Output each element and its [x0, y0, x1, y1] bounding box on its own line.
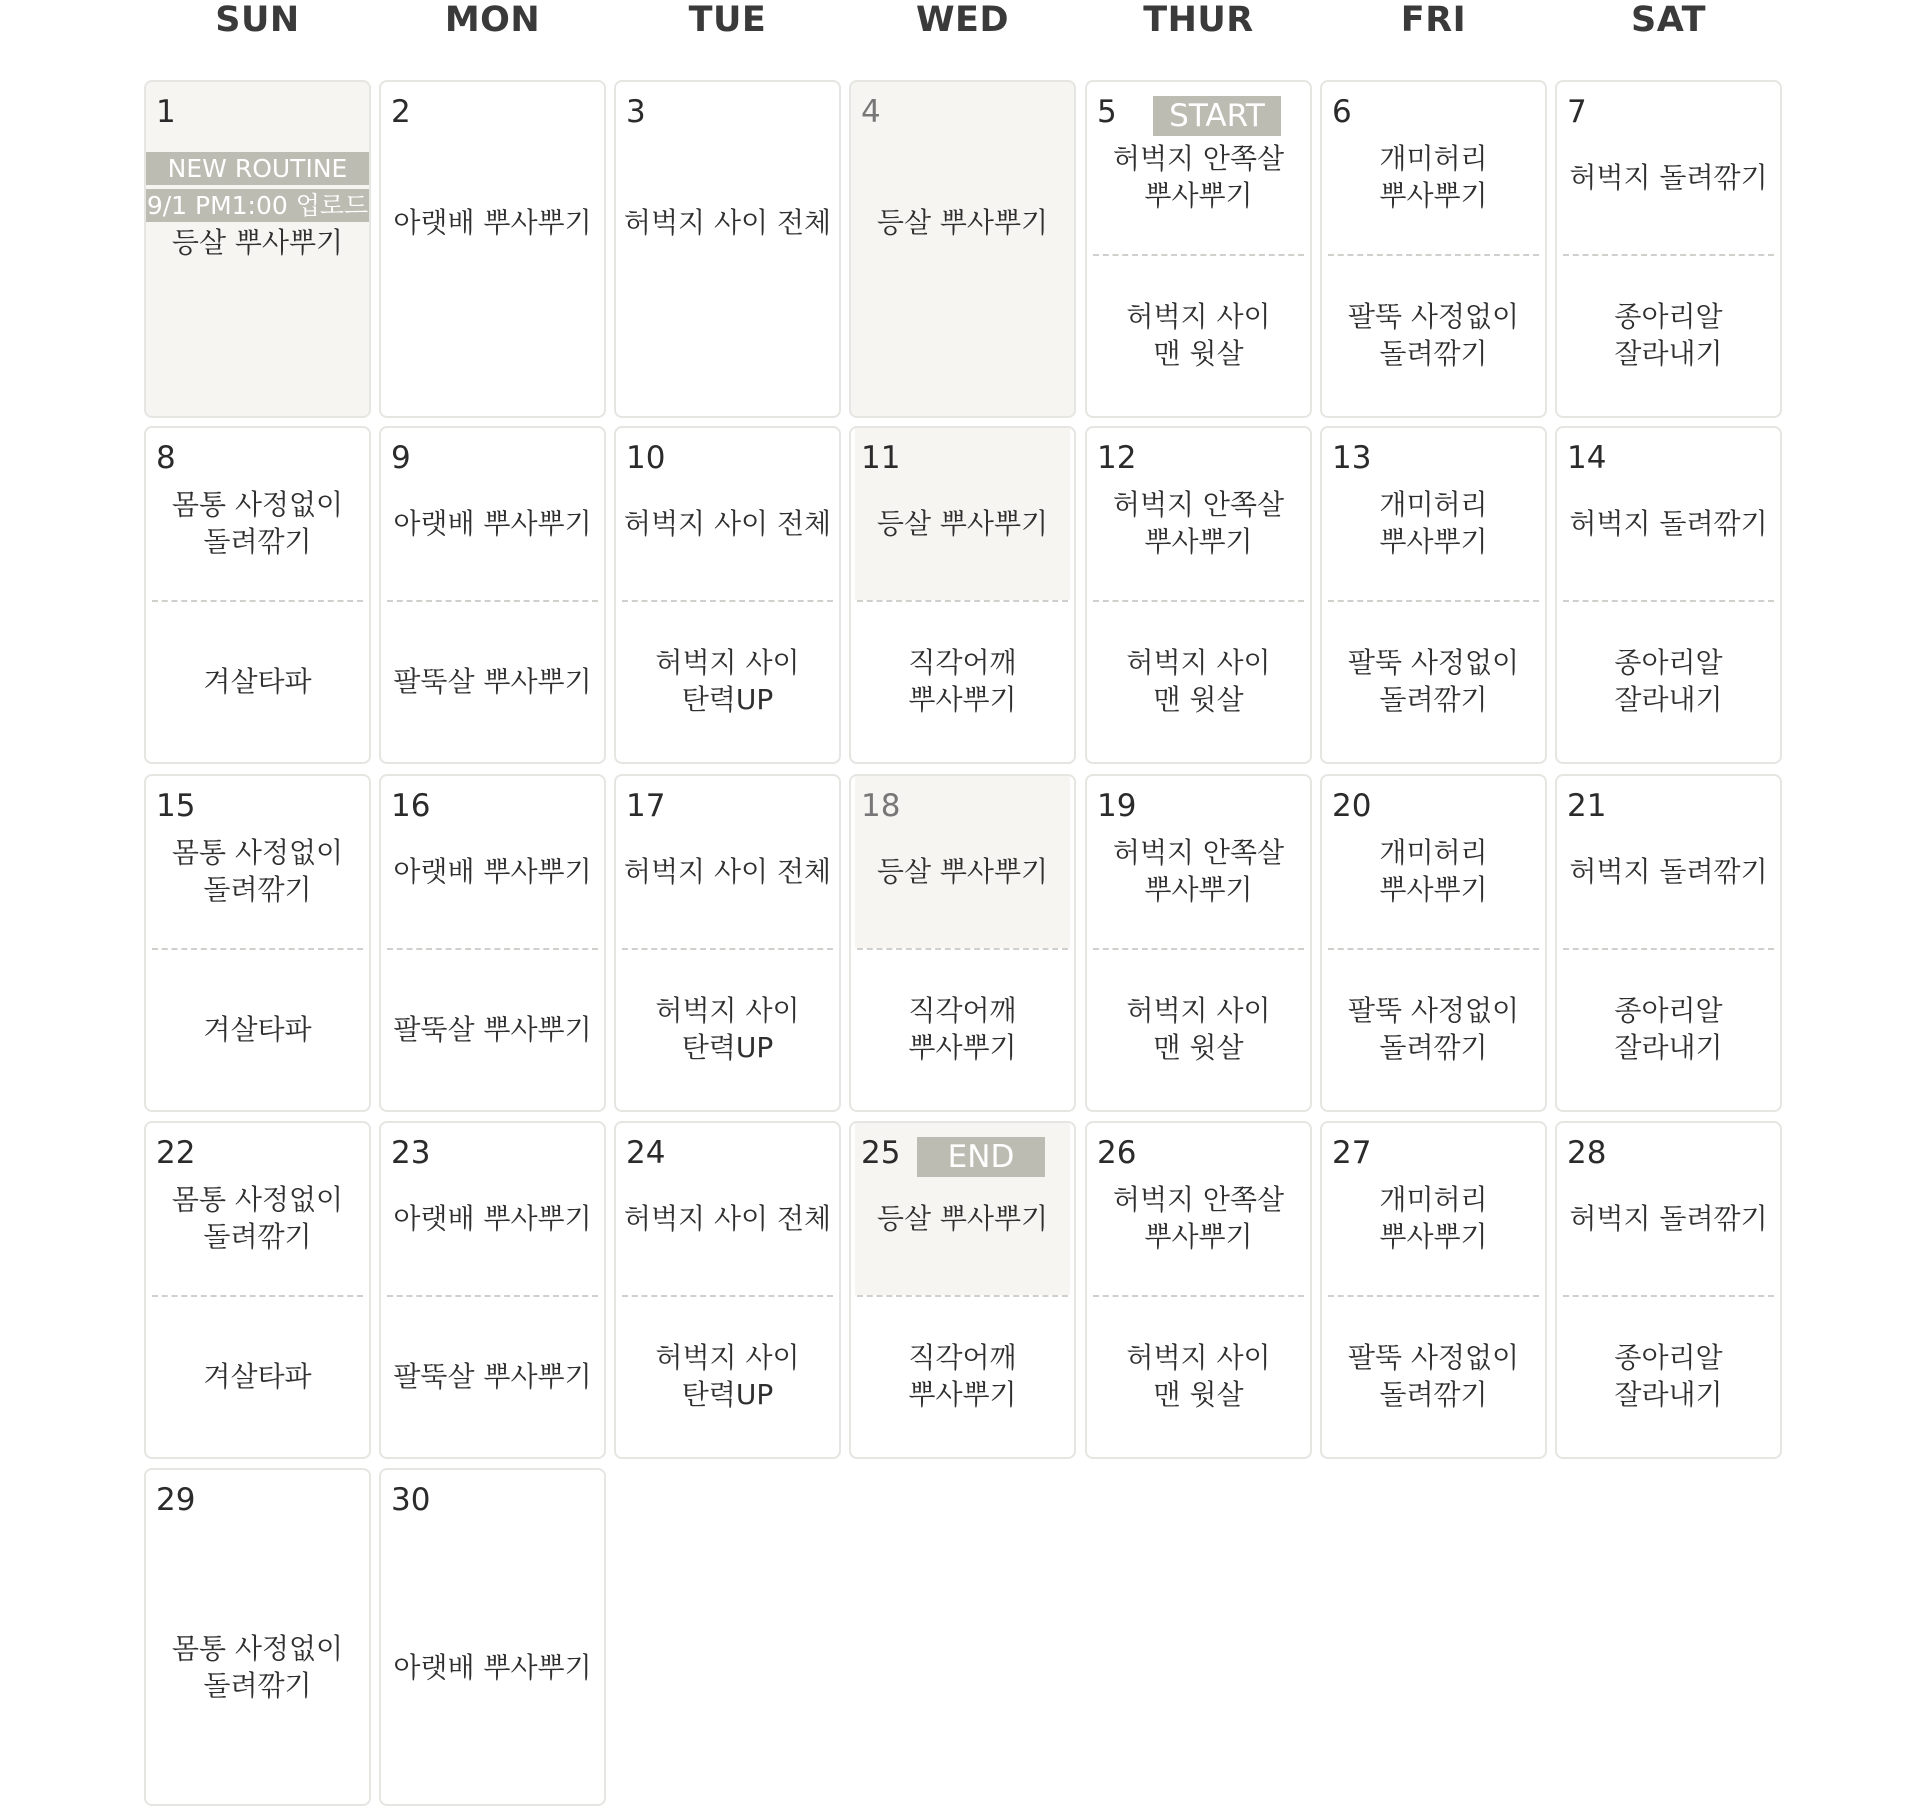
routine-slot-bottom [1326, 948, 1541, 1110]
date-number: 24 [626, 1135, 666, 1171]
routine-slot [385, 1530, 600, 1804]
date-number: 25 [861, 1135, 901, 1171]
routine-slot-bottom [150, 1295, 365, 1457]
routine-label: 종아리알 잘라내기 [1614, 1341, 1723, 1411]
day-cell-4[interactable] [849, 80, 1076, 418]
routine-label: 직각어깨 뿌사뿌기 [908, 646, 1017, 716]
routine-label: 허벅지 사이 탄력UP [655, 1341, 800, 1411]
weekday-mon: MON [444, 0, 541, 40]
routine-slot-bottom [150, 948, 365, 1110]
routine-slot-bottom [620, 1295, 835, 1457]
routine-slot-bottom [385, 948, 600, 1110]
routine-slot-bottom [1326, 1295, 1541, 1457]
routine-slot-bottom [1326, 254, 1541, 416]
routine-slot-bottom [1561, 1295, 1776, 1457]
routine-label: 몸통 사정없이 돌려깎기 [171, 836, 344, 906]
routine-label: 허벅지 돌려깎기 [1569, 160, 1768, 194]
routine-label: 개미허리 뿌사뿌기 [1379, 1183, 1488, 1253]
date-number: 3 [626, 94, 646, 130]
routine-slot [855, 142, 1070, 302]
date-number: 12 [1097, 440, 1137, 476]
date-number: 11 [861, 440, 901, 476]
day-cell-24[interactable] [614, 1121, 841, 1459]
routine-label: 허벅지 돌려깎기 [1569, 854, 1768, 888]
day-cell-11[interactable] [849, 426, 1076, 764]
routine-slot-bottom [620, 948, 835, 1110]
date-number: 10 [626, 440, 666, 476]
date-number: 5 [1097, 94, 1117, 130]
routine-label: 팔뚝살 뿌사뿌기 [393, 1359, 592, 1393]
routine-label: 허벅지 안쪽살 뿌사뿌기 [1112, 1183, 1285, 1253]
routine-label: 등살 뿌사뿌기 [876, 506, 1049, 540]
routine-label: 개미허리 뿌사뿌기 [1379, 836, 1488, 906]
routine-label: 겨살타파 [203, 664, 312, 698]
routine-label: 개미허리 뿌사뿌기 [1379, 142, 1488, 212]
date-number: 9 [391, 440, 411, 476]
routine-label: 직각어깨 뿌사뿌기 [908, 994, 1017, 1064]
routine-label: 종아리알 잘라내기 [1614, 300, 1723, 370]
routine-label: 등살 뿌사뿌기 [876, 1201, 1049, 1235]
routine-label: 팔뚝살 뿌사뿌기 [393, 1012, 592, 1046]
routine-label: 허벅지 사이 전체 [623, 1201, 832, 1235]
routine-slot-bottom [620, 600, 835, 762]
date-number: 18 [861, 788, 901, 824]
day-cell-12[interactable] [1085, 426, 1312, 764]
routine-label: 팔뚝 사정없이 돌려깎기 [1347, 1341, 1520, 1411]
day-cell-30[interactable] [379, 1468, 606, 1806]
day-cell-19[interactable] [1085, 774, 1312, 1112]
routine-label: 아랫배 뿌사뿌기 [393, 1650, 592, 1684]
routine-label: 몸통 사정없이 돌려깎기 [171, 1183, 344, 1253]
routine-label: 허벅지 사이 전체 [623, 506, 832, 540]
routine-label: 허벅지 사이 맨 윗살 [1126, 994, 1271, 1064]
weekday-thur: THUR [1143, 0, 1254, 40]
routine-slot-bottom [150, 600, 365, 762]
routine-label: 종아리알 잘라내기 [1614, 646, 1723, 716]
routine-slot-bottom [1091, 600, 1306, 762]
routine-slot-top [1326, 82, 1541, 254]
day-cell-6[interactable] [1320, 80, 1547, 418]
new-routine-badge: NEW ROUTINE [146, 152, 369, 185]
routine-label: 팔뚝살 뿌사뿌기 [393, 664, 592, 698]
routine-label: 종아리알 잘라내기 [1614, 994, 1723, 1064]
routine-label: 직각어깨 뿌사뿌기 [908, 1341, 1017, 1411]
day-cell-26[interactable] [1085, 1121, 1312, 1459]
routine-label: 허벅지 사이 전체 [623, 854, 832, 888]
date-number: 6 [1332, 94, 1352, 130]
day-cell-2[interactable] [379, 80, 606, 418]
weekday-fri: FRI [1400, 0, 1467, 40]
routine-label: 허벅지 돌려깎기 [1569, 1201, 1768, 1235]
routine-slot [620, 142, 835, 302]
routine-label: 허벅지 돌려깎기 [1569, 506, 1768, 540]
date-number: 22 [156, 1135, 196, 1171]
day-cell-23[interactable] [379, 1121, 606, 1459]
routine-label: 허벅지 사이 맨 윗살 [1126, 646, 1271, 716]
day-cell-25[interactable] [849, 1121, 1076, 1459]
routine-label: 아랫배 뿌사뿌기 [393, 854, 592, 888]
date-number: 28 [1567, 1135, 1607, 1171]
routine-slot-bottom [385, 600, 600, 762]
routine-slot-bottom [385, 1295, 600, 1457]
routine-label: 아랫배 뿌사뿌기 [393, 205, 592, 239]
routine-label: 겨살타파 [203, 1012, 312, 1046]
routine-label: 허벅지 안쪽살 뿌사뿌기 [1112, 836, 1285, 906]
routine-label: 허벅지 사이 맨 윗살 [1126, 1341, 1271, 1411]
routine-label: 팔뚝 사정없이 돌려깎기 [1347, 300, 1520, 370]
routine-slot [385, 142, 600, 302]
routine-slot-bottom [1561, 254, 1776, 416]
routine-slot-top [1561, 82, 1776, 254]
weekday-sun: SUN [215, 0, 300, 40]
day-cell-1[interactable] [144, 80, 371, 418]
date-number: 17 [626, 788, 666, 824]
routine-slot [150, 1530, 365, 1804]
date-number: 21 [1567, 788, 1607, 824]
routine-label: 아랫배 뿌사뿌기 [393, 506, 592, 540]
routine-slot-top [150, 428, 365, 600]
day-cell-22[interactable] [144, 1121, 371, 1459]
routine-label: 등살 뿌사뿌기 [171, 225, 344, 259]
routine-slot-bottom [1561, 600, 1776, 762]
day-cell-17[interactable] [614, 774, 841, 1112]
routine-label: 허벅지 사이 전체 [623, 205, 832, 239]
date-number: 20 [1332, 788, 1372, 824]
day-cell-14[interactable] [1555, 426, 1782, 764]
routine-label: 허벅지 안쪽살 뿌사뿌기 [1112, 142, 1285, 212]
routine-slot-bottom [1091, 1295, 1306, 1457]
routine-slot-bottom [1561, 948, 1776, 1110]
day-cell-7[interactable] [1555, 80, 1782, 418]
day-cell-15[interactable] [144, 774, 371, 1112]
routine-slot-bottom [1091, 254, 1306, 416]
routine-slot-bottom [855, 1295, 1070, 1457]
routine-label: 팔뚝 사정없이 돌려깎기 [1347, 994, 1520, 1064]
day-cell-20[interactable] [1320, 774, 1547, 1112]
date-number: 4 [861, 94, 881, 130]
date-number: 23 [391, 1135, 431, 1171]
day-cell-28[interactable] [1555, 1121, 1782, 1459]
weekday-sat: SAT [1631, 0, 1706, 40]
date-number: 15 [156, 788, 196, 824]
date-number: 19 [1097, 788, 1137, 824]
day-cell-29[interactable] [144, 1468, 371, 1806]
date-number: 2 [391, 94, 411, 130]
weekday-wed: WED [915, 0, 1010, 40]
routine-label: 몸통 사정없이 돌려깎기 [171, 488, 344, 558]
day-cell-5[interactable] [1085, 80, 1312, 418]
day-cell-21[interactable] [1555, 774, 1782, 1112]
day-cell-13[interactable] [1320, 426, 1547, 764]
day-cell-3[interactable] [614, 80, 841, 418]
routine-label: 허벅지 사이 탄력UP [655, 646, 800, 716]
routine-label: 개미허리 뿌사뿌기 [1379, 488, 1488, 558]
day-cell-10[interactable] [614, 426, 841, 764]
date-number: 16 [391, 788, 431, 824]
date-number: 1 [156, 94, 176, 130]
day-cell-8[interactable] [144, 426, 371, 764]
routine-label: 허벅지 사이 맨 윗살 [1126, 300, 1271, 370]
routine-slot-bottom [1326, 600, 1541, 762]
routine-slot-bottom [855, 948, 1070, 1110]
routine-label: 팔뚝 사정없이 돌려깎기 [1347, 646, 1520, 716]
weekday-tue: TUE [688, 0, 767, 40]
routine-label: 허벅지 안쪽살 뿌사뿌기 [1112, 488, 1285, 558]
end-badge: END [917, 1137, 1045, 1177]
routine-label: 겨살타파 [203, 1359, 312, 1393]
day-cell-16[interactable] [379, 774, 606, 1112]
routine-slot-top [385, 428, 600, 600]
date-number: 30 [391, 1482, 431, 1518]
date-number: 27 [1332, 1135, 1372, 1171]
date-number: 13 [1332, 440, 1372, 476]
date-number: 7 [1567, 94, 1587, 130]
day-cell-9[interactable] [379, 426, 606, 764]
day-cell-27[interactable] [1320, 1121, 1547, 1459]
date-number: 8 [156, 440, 176, 476]
routine-slot-bottom [1091, 948, 1306, 1110]
routine-label: 등살 뿌사뿌기 [876, 854, 1049, 888]
routine-slot-bottom [855, 600, 1070, 762]
routine-label: 허벅지 사이 탄력UP [655, 994, 800, 1064]
upload-time-badge: 9/1 PM1:00 업로드 [146, 191, 369, 220]
day-cell-18[interactable] [849, 774, 1076, 1112]
date-number: 26 [1097, 1135, 1137, 1171]
date-number: 14 [1567, 440, 1607, 476]
routine-label: 아랫배 뿌사뿌기 [393, 1201, 592, 1235]
routine-label: 등살 뿌사뿌기 [876, 205, 1049, 239]
routine-label: 몸통 사정없이 돌려깎기 [171, 1632, 344, 1702]
start-badge: START [1153, 96, 1281, 136]
date-number: 29 [156, 1482, 196, 1518]
